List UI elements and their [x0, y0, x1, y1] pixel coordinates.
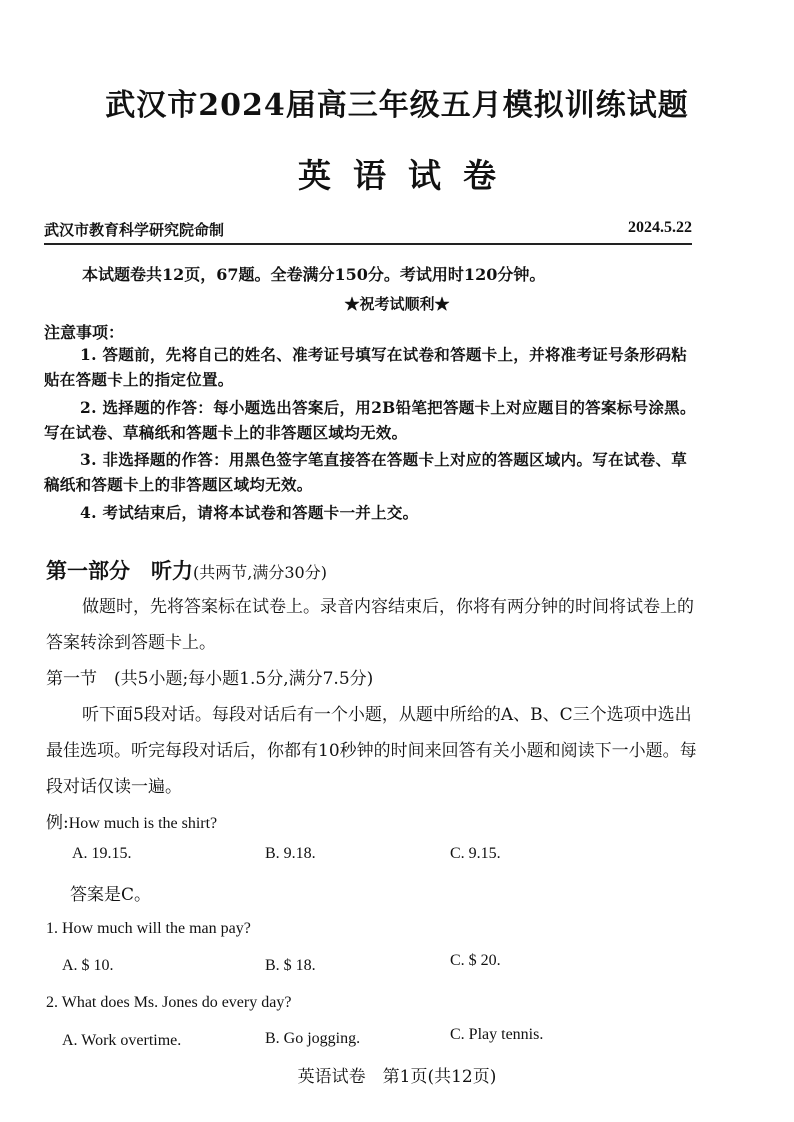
good-luck-line: ★祝考试顺利★	[344, 295, 450, 313]
notice-item: 1. 答题前，先将自己的姓名、准考证号填写在试卷和答题卡上，并将准考证号条形码粘贴在答题卡上的指定位置。	[44, 345, 688, 389]
question-option: A. $ 10.	[62, 957, 114, 974]
example-question	[46, 808, 217, 833]
page-footer: 英语试卷 第1页(共12页)	[297, 1067, 497, 1087]
section-title: 第一节 (共5小题;每小题1.5分,满分7.5分)	[46, 669, 374, 689]
header-divider	[44, 243, 692, 245]
notice-item: 2. 选择题的作答：每小题选出答案后，用2B铅笔把答题卡上对应题目的答案标号涂黑。写在试卷、草稿纸和答题卡上的非答题区域均无效。	[44, 398, 696, 442]
question-stem: 2. What does Ms. Jones do every day?	[46, 994, 292, 1011]
part-title-main: 第一部分 听力	[46, 558, 193, 583]
question-option: B. Go jogging.	[265, 1030, 361, 1047]
issue-date: 2024.5.22	[628, 219, 692, 236]
question-option: B. $ 18.	[265, 957, 316, 974]
notice-item: 3. 非选择题的作答：用黑色签字笔直接答在答题卡上对应的答题区域内。写在试卷、草稿纸和答题卡上的非答题区域均无效。	[44, 450, 688, 494]
example-option-a: A. 19.15.	[72, 845, 132, 862]
notice-item: 4. 考试结束后，请将本试卷和答题卡一并上交。	[80, 503, 419, 522]
notice-heading: 注意事项：	[44, 323, 125, 342]
issuer: 武汉市教育科学研究院命制	[44, 221, 225, 239]
subject-title: 英语试卷	[298, 156, 518, 195]
part-title-sub: (共两节,满分30分)	[193, 563, 327, 582]
example-prefix: 例:	[46, 813, 69, 833]
question-option: C. $ 20.	[450, 952, 501, 969]
part-title	[46, 555, 327, 585]
section-instructions: 听下面5段对话。每段对话后有一个小题，从题中所给的A、B、C三个选项中选出最佳选项。听完每段对话后，你都有10秒钟的时间来回答有关小题和阅读下一小题。每段对话仅读一遍。	[46, 705, 697, 797]
example-stem: How much is the shirt?	[68, 815, 218, 832]
question-stem: 1. How much will the man pay?	[46, 920, 251, 937]
example-answer: 答案是C。	[70, 885, 152, 905]
example-option-b: B. 9.18.	[265, 845, 316, 862]
question-option: C. Play tennis.	[450, 1026, 544, 1043]
question-option: A. Work overtime.	[62, 1032, 182, 1049]
exam-title: 武汉市2024届高三年级五月模拟训练试题	[105, 88, 689, 123]
example-option-c: C. 9.15.	[450, 845, 501, 862]
exam-summary: 本试题卷共12页，67题。全卷满分150分。考试用时120分钟。	[82, 265, 546, 284]
part-instructions: 做题时，先将答案标在试卷上。录音内容结束后，你将有两分钟的时间将试卷上的答案转涂到答题卡上。	[46, 597, 694, 653]
